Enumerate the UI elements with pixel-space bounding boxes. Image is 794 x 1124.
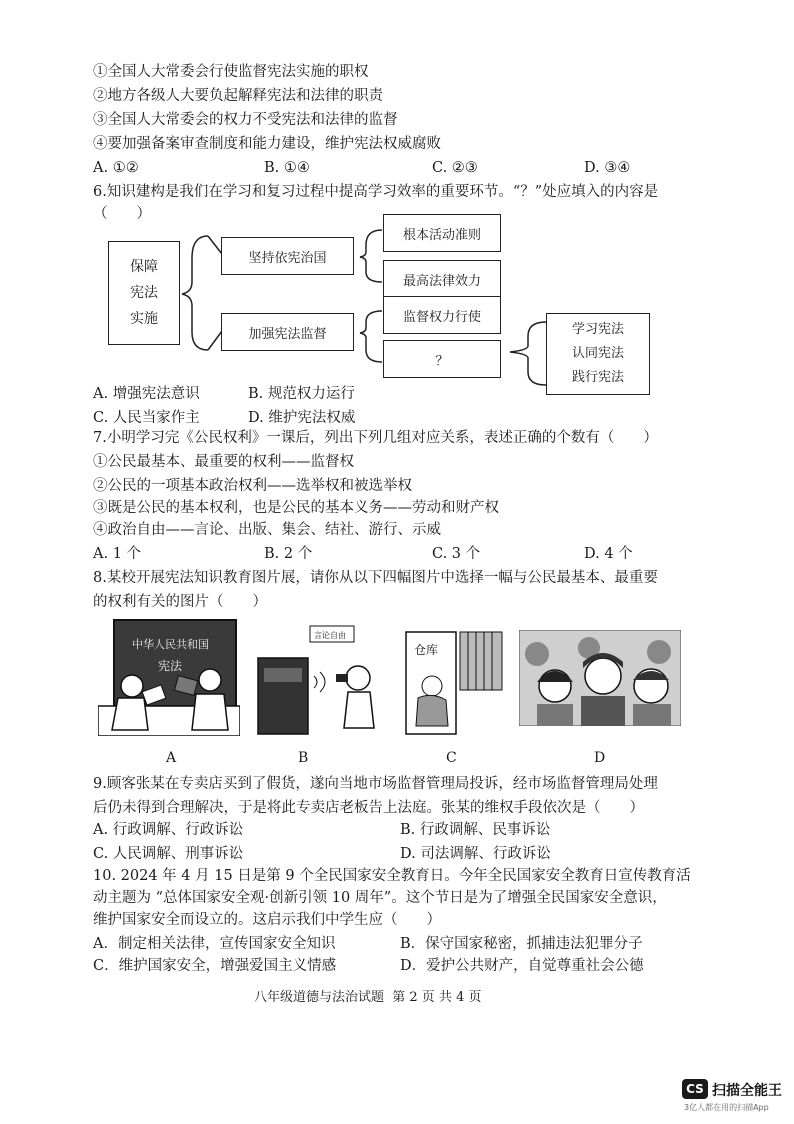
q10-option-b: B．保守国家秘密，抓捕违法犯罪分子	[400, 936, 643, 952]
picture-a-illustration	[98, 618, 240, 736]
q8-stem-2: 的权利有关的图片（ ）	[93, 594, 267, 610]
q7-option-d: D. 4 个	[584, 546, 633, 562]
q6-stem-blank: （ ）	[93, 206, 151, 222]
q5-item-4: ④要加强备案审查制度和能力建设，维护宪法权威腐败	[93, 136, 441, 152]
q7-stem: 7.小明学习完《公民权利》一课后，列出下列几组对应关系，表述正确的个数有（ ）	[93, 430, 658, 446]
page-footer: 八年级道德与法治试题 第 2 页 共 4 页	[254, 990, 482, 1005]
q7-option-a: A. 1 个	[93, 546, 142, 562]
q6-option-c: C. 人民当家作主	[93, 410, 200, 426]
diagram-root-line-3: 实施	[130, 311, 158, 327]
scanner-badge-icon: CS	[682, 1079, 708, 1099]
q10-stem-3: 维护国家安全而设立的。这启示我们中学生应（ ）	[93, 912, 441, 928]
q5-option-c: C. ②③	[432, 160, 478, 176]
diagram-sub-3: 践行宪法	[571, 370, 624, 385]
diagram-leaf-2: 最高法律效力	[383, 260, 501, 298]
picture-c-label: C	[446, 750, 457, 766]
diagram-leaf-unknown: ？	[383, 340, 501, 378]
diagram-sub-1: 学习宪法	[571, 322, 624, 337]
diagram-root-box	[108, 241, 180, 345]
q7-option-c: C. 3 个	[432, 546, 481, 562]
picture-c-sign: 仓库	[414, 643, 439, 657]
picture-a	[98, 618, 240, 736]
q5-option-b: B. ①④	[264, 160, 310, 176]
q7-item-3: ③既是公民的基本权利，也是公民的基本义务——劳动和财产权	[93, 500, 499, 516]
q9-option-a: A. 行政调解、行政诉讼	[93, 822, 244, 838]
picture-a-board-title: 中华人民共和国	[132, 638, 209, 651]
q5-item-3: ③全国人大常委会的权力不受宪法和法律的监督	[93, 112, 398, 128]
picture-d	[519, 630, 681, 726]
picture-c-illustration	[400, 628, 506, 738]
q7-item-1: ①公民最基本、最重要的权利——监督权	[93, 454, 354, 470]
diagram-leaf-1: 根本活动准则	[383, 214, 501, 252]
picture-b-speech-text: 言论自由	[314, 631, 346, 640]
q7-option-b: B. 2 个	[264, 546, 313, 562]
picture-a-label: A	[166, 750, 177, 766]
q6-option-b: B. 规范权力运行	[248, 386, 355, 402]
q6-option-d: D. 维护宪法权威	[248, 410, 356, 426]
diagram-root-line-1: 保障	[130, 259, 158, 275]
q5-item-2: ②地方各级人大要负起解释宪法和法律的职责	[93, 88, 383, 104]
q9-option-d: D. 司法调解、行政诉讼	[400, 846, 551, 862]
q5-option-d: D. ③④	[584, 160, 631, 176]
q6-stem: 6.知识建构是我们在学习和复习过程中提高学习效率的重要环节。“？”处应填入的内容是	[93, 184, 659, 200]
diagram-branch-1: 坚持依宪治国	[221, 237, 354, 275]
q10-option-c: C．维护国家安全，增强爱国主义情感	[93, 958, 337, 974]
q9-option-b: B. 行政调解、民事诉讼	[400, 822, 551, 838]
q9-stem-2: 后仍未得到合理解决，于是将此专卖店老板告上法庭。张某的维权手段依次是（ ）	[93, 800, 644, 816]
q9-stem: 9.顾客张某在专卖店买到了假货，遂向当地市场监督管理局投诉，经市场监督管理局处理	[93, 776, 658, 792]
picture-d-label: D	[594, 750, 606, 766]
scanner-tagline: 3亿人都在用的扫描App	[684, 1103, 769, 1112]
q10-stem-2: 动主题为 “总体国家安全观·创新引领 10 周年”。这个节日是为了增强全民国家安全意识，	[93, 890, 667, 906]
q7-item-4: ④政治自由——言论、出版、集会、结社、游行、示威	[93, 522, 441, 538]
q7-item-2: ②公民的一项基本政治权利——选举权和被选举权	[93, 478, 412, 494]
picture-d-illustration	[519, 630, 681, 726]
q6-option-a: A. 增强宪法意识	[93, 386, 200, 402]
diagram-sub-box	[546, 313, 650, 395]
q8-stem: 8.某校开展宪法知识教育图片展，请你从以下四幅图片中选择一幅与公民最基本、最重要	[93, 570, 658, 586]
q9-option-c: C. 人民调解、刑事诉讼	[93, 846, 244, 862]
picture-c	[400, 628, 506, 738]
picture-b	[254, 624, 382, 736]
scanner-brand: 扫描全能王	[712, 1083, 782, 1099]
diagram-root-line-2: 宪法	[130, 285, 158, 301]
diagram-sub-2: 认同宪法	[571, 346, 624, 361]
diagram-leaf-3: 监督权力行使	[383, 296, 501, 334]
q10-option-a: A．制定相关法律，宣传国家安全知识	[93, 936, 336, 952]
diagram-branch-2: 加强宪法监督	[221, 313, 354, 351]
q10-option-d: D．爱护公共财产，自觉尊重社会公德	[400, 958, 644, 974]
q10-stem: 10. 2024 年 4 月 15 日是第 9 个全民国家安全教育日。今年全民国家安全教育日宣传教育活	[93, 868, 691, 884]
picture-a-board-subtitle: 宪法	[158, 659, 183, 673]
picture-b-illustration	[254, 624, 382, 736]
q5-item-1: ①全国人大常委会行使监督宪法实施的职权	[93, 64, 369, 80]
q5-option-a: A. ①②	[93, 160, 139, 176]
picture-b-label: B	[298, 750, 309, 766]
